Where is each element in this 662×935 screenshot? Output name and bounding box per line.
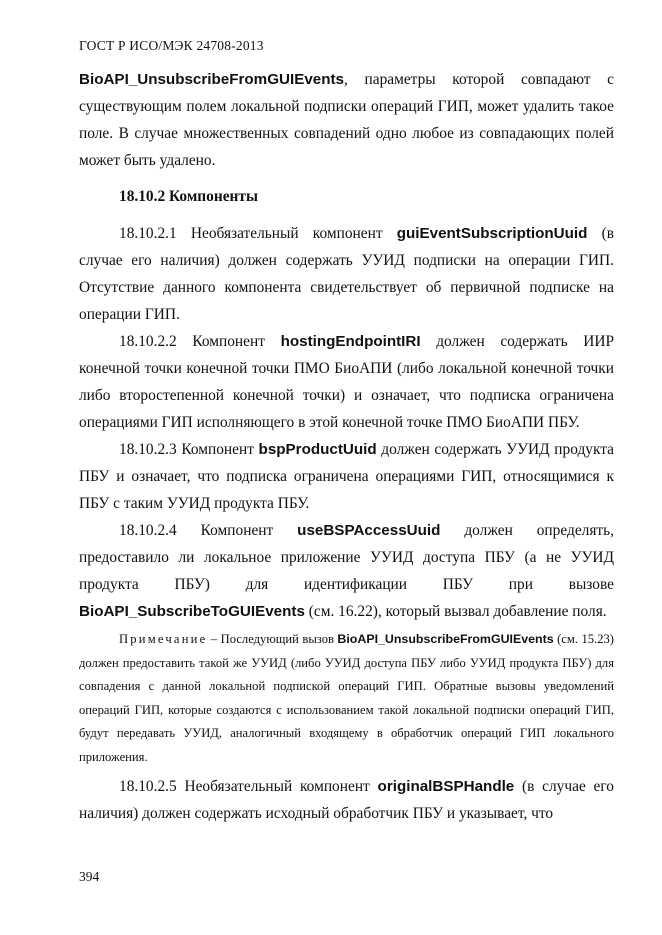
component-identifier: useBSPAccessUuid <box>297 522 441 539</box>
api-identifier: BioAPI_UnsubscribeFromGUIEvents <box>337 632 554 646</box>
note-text: – Последующий вызов <box>207 632 338 646</box>
section-heading: 18.10.2 Компоненты <box>119 188 259 205</box>
paragraph-text: (в случае его наличия) должен содержать исходный обработчик ПБУ и указывает, что <box>79 778 614 822</box>
paragraph-text: 18.10.2.5 Необязательный компонент <box>119 778 378 795</box>
paragraph-continuation <box>79 66 614 174</box>
component-identifier: hostingEndpointIRI <box>280 333 421 350</box>
paragraph-18-10-2-5 <box>79 773 614 827</box>
component-identifier: bspProductUuid <box>258 441 377 458</box>
paragraph-18-10-2-1 <box>79 220 614 328</box>
paragraph-text: должен содержать УУИД продукта ПБУ и означает, что подписка ограничена операциями ГИП, относящимися к ПБУ с таким УУИД продукта ПБУ. <box>79 441 615 512</box>
paragraph-18-10-2-3 <box>79 436 614 517</box>
page-number: 394 <box>79 869 100 884</box>
paragraph-text: 18.10.2.2 Компонент <box>119 333 281 350</box>
paragraph-text: 18.10.2.4 Компонент <box>119 522 298 539</box>
component-identifier: originalBSPHandle <box>377 778 515 795</box>
paragraph-text: (см. 16.22), который вызвал добавление поля. <box>304 603 607 620</box>
paragraph-18-10-2-4 <box>79 517 614 625</box>
note-paragraph <box>79 628 614 769</box>
document-header: ГОСТ Р ИСО/МЭК 24708-2013 <box>79 38 264 53</box>
document-body <box>79 66 614 827</box>
paragraph-text: должен определять, предоставило ли локальное приложение УУИД доступа ПБУ (а не УУИД продукта ПБУ) для идентификации ПБУ при вызове <box>79 522 615 593</box>
api-identifier: BioAPI_UnsubscribeFromGUIEvents <box>79 71 344 88</box>
paragraph-text: 18.10.2.1 Необязательный компонент <box>119 225 397 242</box>
note-text: (см. 15.23) должен предоставить такой же УУИД (либо УУИД доступа ПБУ либо УУИД продукта ПБУ) для совпадения с данной локальной подпиской операций ГИП. Обратные вызовы уведомлений операций ГИП, которые создаются с использованием такой локальной подписки операций ГИП, будут передавать УУИД, аналогичный входящему в обработчик операций ГИП локального приложения. <box>79 632 614 764</box>
paragraph-text: 18.10.2.3 Компонент <box>119 441 259 458</box>
paragraph-text: должен содержать ИИР конечной точки конечной точки ПМО БиоАПИ (либо локальной конечной точки либо второстепенной конечной точки) и означает, что подписка ограничена операциями ГИП исполняющего в этой конечной точке ПМО БиоАПИ ПБУ. <box>79 333 614 431</box>
paragraph-18-10-2-2 <box>79 328 614 436</box>
paragraph-text: (в случае его наличия) должен содержать УУИД подписки на операции ГИП. Отсутствие данного компонента свидетельствует об первичной подписке на операции ГИП. <box>79 225 614 323</box>
api-identifier: BioAPI_SubscribeToGUIEvents <box>79 603 305 620</box>
component-identifier: guiEventSubscriptionUuid <box>396 225 588 242</box>
note-label: Примечание <box>119 632 208 646</box>
paragraph-text: , параметры которой совпадают с существующим полем локальной подписки операций ГИП, может удалить такое поле. В случае множественных совпадений одно любое из совпадающих полей может быть удалено. <box>79 71 614 169</box>
